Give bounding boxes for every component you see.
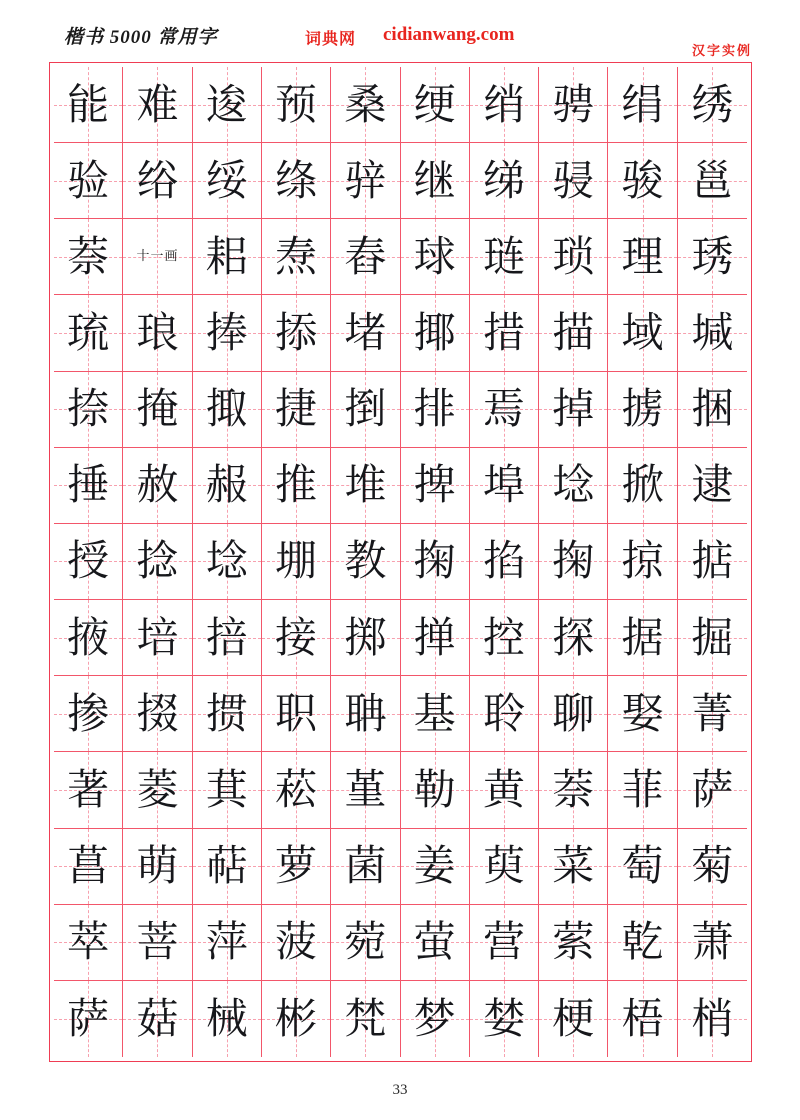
- character-glyph: 梦: [413, 993, 456, 1043]
- grid-cell: [331, 524, 400, 600]
- grid-cell: [123, 829, 192, 905]
- character-glyph: 捺: [67, 384, 110, 434]
- character-glyph: 捧: [205, 308, 248, 358]
- grid-cell: [54, 524, 123, 600]
- character-grid: [54, 67, 747, 1057]
- grid-cell: [678, 600, 747, 676]
- character-glyph: 域: [621, 308, 664, 358]
- grid-cell: [262, 448, 331, 524]
- character-glyph: 绡: [482, 79, 525, 129]
- character-glyph: 骍: [344, 155, 387, 205]
- grid-cell: [262, 372, 331, 448]
- character-glyph: 菁: [691, 688, 734, 738]
- character-glyph: 菌: [344, 841, 387, 891]
- grid-cell: [470, 752, 539, 828]
- grid-cell: [193, 524, 262, 600]
- grid-cell: [470, 981, 539, 1057]
- grid-cell: [608, 600, 677, 676]
- grid-cell: [331, 67, 400, 143]
- grid-cell: [608, 448, 677, 524]
- grid-cell: [401, 372, 470, 448]
- grid-cell: [193, 752, 262, 828]
- grid-cell: [331, 905, 400, 981]
- character-glyph: 捻: [136, 536, 179, 586]
- character-glyph: 械: [205, 993, 248, 1043]
- grid-cell: [193, 905, 262, 981]
- character-glyph: 能: [67, 79, 110, 129]
- page-header: [0, 20, 800, 59]
- character-glyph: 黄: [482, 764, 525, 814]
- grid-cell: [193, 143, 262, 219]
- site-name-label: 词典网: [305, 29, 357, 48]
- grid-cell: [123, 448, 192, 524]
- grid-cell: [331, 143, 400, 219]
- character-glyph: 难: [136, 79, 179, 129]
- character-glyph: 菜: [552, 841, 595, 891]
- character-glyph: 措: [482, 308, 525, 358]
- character-glyph: 理: [621, 231, 664, 281]
- grid-cell: [123, 981, 192, 1057]
- character-glyph: 描: [552, 308, 595, 358]
- character-glyph: 骋: [552, 79, 595, 129]
- grid-cell: [262, 219, 331, 295]
- grid-cell: [123, 524, 192, 600]
- grid-cell: [678, 676, 747, 752]
- grid-cell: [262, 905, 331, 981]
- grid-cell: [470, 372, 539, 448]
- character-glyph: 菠: [275, 917, 318, 967]
- grid-cell: [331, 295, 400, 371]
- character-glyph: 营: [482, 917, 525, 967]
- character-glyph: 掐: [482, 536, 525, 586]
- character-glyph: 掫: [205, 384, 248, 434]
- grid-cell: [539, 219, 608, 295]
- grid-cell: [193, 600, 262, 676]
- stroke-count-note: 十一画: [136, 249, 179, 265]
- character-glyph: 婪: [482, 993, 525, 1043]
- grid-cell: [470, 676, 539, 752]
- character-glyph: 桑: [344, 79, 387, 129]
- grid-cell: [331, 600, 400, 676]
- grid-cell: [539, 752, 608, 828]
- character-glyph: 娶: [621, 688, 664, 738]
- character-glyph: 掀: [621, 460, 664, 510]
- grid-cell: [470, 829, 539, 905]
- grid-cell: [54, 143, 123, 219]
- character-glyph: 捷: [275, 384, 318, 434]
- character-glyph: 乾: [621, 917, 664, 967]
- grid-cell: [262, 752, 331, 828]
- book-title: 楷书 5000 常用字: [64, 27, 218, 48]
- section-label: 汉字实例: [691, 44, 752, 59]
- character-glyph: 绥: [205, 155, 248, 205]
- character-glyph: 梧: [621, 993, 664, 1043]
- character-glyph: 萃: [67, 917, 110, 967]
- grid-cell: [678, 219, 747, 295]
- character-glyph: 梵: [344, 993, 387, 1043]
- character-glyph: 埠: [482, 460, 525, 510]
- character-glyph: 焉: [482, 384, 525, 434]
- character-glyph: 推: [275, 460, 318, 510]
- character-glyph: 赦: [136, 460, 179, 510]
- character-glyph: 掸: [413, 612, 456, 662]
- grid-cell: [539, 905, 608, 981]
- grid-cell: [331, 829, 400, 905]
- grid-cell: [678, 448, 747, 524]
- character-glyph: 琇: [691, 231, 734, 281]
- character-glyph: 萨: [691, 764, 734, 814]
- grid-cell: [123, 67, 192, 143]
- grid-cell: [401, 905, 470, 981]
- grid-cell: [54, 600, 123, 676]
- grid-cell: [193, 219, 262, 295]
- grid-cell: [54, 981, 123, 1057]
- character-glyph: 基: [413, 688, 456, 738]
- grid-cell: [608, 219, 677, 295]
- grid-cell: [401, 143, 470, 219]
- grid-cell: [54, 752, 123, 828]
- grid-cell: [401, 67, 470, 143]
- grid-cell: [193, 295, 262, 371]
- character-glyph: 菖: [67, 841, 110, 891]
- grid-cell: [539, 524, 608, 600]
- character-glyph: 堋: [275, 536, 318, 586]
- character-glyph: 菀: [344, 917, 387, 967]
- character-glyph: 接: [275, 612, 318, 662]
- grid-cell: [331, 448, 400, 524]
- grid-cell: [401, 448, 470, 524]
- character-glyph: 绨: [482, 155, 525, 205]
- grid-cell: [608, 905, 677, 981]
- character-glyph: 球: [413, 231, 456, 281]
- grid-cell: [193, 829, 262, 905]
- character-glyph: 萤: [413, 917, 456, 967]
- grid-cell: [331, 372, 400, 448]
- grid-cell: [539, 67, 608, 143]
- grid-cell: [193, 448, 262, 524]
- grid-cell: [331, 981, 400, 1057]
- grid-cell: [54, 295, 123, 371]
- character-glyph: 菱: [136, 764, 179, 814]
- character-glyph: 邕: [691, 155, 734, 205]
- character-glyph: 授: [67, 536, 110, 586]
- grid-cell: [678, 295, 747, 371]
- character-glyph: 掷: [344, 612, 387, 662]
- grid-cell: [470, 448, 539, 524]
- grid-cell: [54, 829, 123, 905]
- grid-cell: [123, 752, 192, 828]
- character-glyph: 掂: [691, 536, 734, 586]
- site-url-label: cidianwang.com: [383, 24, 515, 45]
- grid-cell: [401, 829, 470, 905]
- character-glyph: 梢: [691, 993, 734, 1043]
- grid-cell: [262, 524, 331, 600]
- character-glyph: 姜: [413, 841, 456, 891]
- character-practice-sheet: [49, 62, 752, 1062]
- character-glyph: 据: [621, 612, 664, 662]
- character-glyph: 掺: [67, 688, 110, 738]
- grid-cell: [678, 67, 747, 143]
- character-glyph: 掼: [205, 688, 248, 738]
- character-glyph: 培: [136, 612, 179, 662]
- character-glyph: 萍: [205, 917, 248, 967]
- character-glyph: 萦: [552, 917, 595, 967]
- character-glyph: 菇: [136, 993, 179, 1043]
- grid-cell: [262, 67, 331, 143]
- character-glyph: 捯: [344, 384, 387, 434]
- character-glyph: 预: [275, 79, 318, 129]
- grid-cell: [123, 676, 192, 752]
- character-glyph: 骏: [621, 155, 664, 205]
- character-glyph: 耜: [205, 231, 248, 281]
- character-glyph: 捭: [413, 460, 456, 510]
- character-glyph: 菘: [275, 764, 318, 814]
- character-glyph: 绤: [136, 155, 179, 205]
- grid-cell: [401, 676, 470, 752]
- character-glyph: 堵: [344, 308, 387, 358]
- character-glyph: 萝: [275, 841, 318, 891]
- character-glyph: 勒: [413, 764, 456, 814]
- grid-cell: [123, 372, 192, 448]
- character-glyph: 聆: [482, 688, 525, 738]
- character-glyph: 掭: [275, 308, 318, 358]
- grid-cell: [608, 752, 677, 828]
- grid-cell: [262, 143, 331, 219]
- grid-cell: [539, 143, 608, 219]
- grid-cell: [608, 524, 677, 600]
- grid-cell: [678, 752, 747, 828]
- grid-cell: [331, 752, 400, 828]
- character-glyph: 掖: [67, 612, 110, 662]
- grid-cell: [331, 219, 400, 295]
- character-glyph: 埝: [205, 536, 248, 586]
- character-glyph: 绢: [621, 79, 664, 129]
- character-glyph: 掇: [136, 688, 179, 738]
- character-glyph: 萜: [205, 841, 248, 891]
- character-glyph: 掩: [136, 384, 179, 434]
- character-glyph: 掘: [691, 612, 734, 662]
- grid-cell: [193, 676, 262, 752]
- grid-cell: [470, 905, 539, 981]
- grid-cell: [470, 524, 539, 600]
- character-glyph: 堿: [691, 308, 734, 358]
- character-glyph: 验: [67, 155, 110, 205]
- grid-cell: [123, 600, 192, 676]
- grid-cell: [54, 219, 123, 295]
- character-glyph: 琅: [136, 308, 179, 358]
- character-glyph: 职: [275, 688, 318, 738]
- grid-cell: [193, 67, 262, 143]
- character-glyph: 萸: [482, 841, 525, 891]
- grid-cell: [539, 981, 608, 1057]
- character-glyph: 萧: [691, 917, 734, 967]
- grid-cell: [470, 600, 539, 676]
- grid-cell: [608, 981, 677, 1057]
- grid-cell: [401, 752, 470, 828]
- grid-cell: [539, 676, 608, 752]
- grid-cell: [539, 600, 608, 676]
- grid-cell: [678, 524, 747, 600]
- grid-cell: [123, 143, 192, 219]
- character-glyph: 菩: [136, 917, 179, 967]
- grid-cell: [539, 829, 608, 905]
- grid-cell: [608, 372, 677, 448]
- character-glyph: 聃: [344, 688, 387, 738]
- grid-cell: [331, 676, 400, 752]
- character-glyph: 掉: [552, 384, 595, 434]
- grid-cell: [608, 67, 677, 143]
- grid-cell: [401, 600, 470, 676]
- grid-cell: [678, 143, 747, 219]
- character-glyph: 继: [413, 155, 456, 205]
- grid-cell: [401, 981, 470, 1057]
- character-glyph: 焘: [275, 231, 318, 281]
- character-glyph: 掬: [552, 536, 595, 586]
- grid-cell: [470, 295, 539, 371]
- grid-cell: [262, 981, 331, 1057]
- character-glyph: 捆: [691, 384, 734, 434]
- grid-cell: [678, 372, 747, 448]
- grid-cell: [470, 67, 539, 143]
- character-glyph: 舂: [344, 231, 387, 281]
- character-glyph: 控: [482, 612, 525, 662]
- character-glyph: 菊: [691, 841, 734, 891]
- grid-cell: [678, 981, 747, 1057]
- grid-cell: [608, 676, 677, 752]
- character-glyph: 逡: [205, 79, 248, 129]
- character-glyph: 骎: [552, 155, 595, 205]
- character-glyph: 著: [67, 764, 110, 814]
- character-glyph: 埝: [552, 460, 595, 510]
- character-glyph: 探: [552, 612, 595, 662]
- character-glyph: 梗: [552, 993, 595, 1043]
- character-glyph: 堇: [344, 764, 387, 814]
- character-glyph: 琉: [67, 308, 110, 358]
- character-glyph: 赧: [205, 460, 248, 510]
- character-glyph: 萘: [67, 231, 110, 281]
- grid-cell: [608, 295, 677, 371]
- character-glyph: 琏: [482, 231, 525, 281]
- character-glyph: 萘: [552, 764, 595, 814]
- grid-cell: [539, 295, 608, 371]
- page-number: 33: [392, 1082, 408, 1098]
- character-glyph: 聊: [552, 688, 595, 738]
- character-glyph: 掳: [621, 384, 664, 434]
- character-glyph: 绣: [691, 79, 734, 129]
- character-glyph: 掠: [621, 536, 664, 586]
- grid-cell: [54, 448, 123, 524]
- character-glyph: 萌: [136, 841, 179, 891]
- grid-cell: [608, 829, 677, 905]
- character-glyph: 逮: [691, 460, 734, 510]
- grid-cell: [401, 219, 470, 295]
- grid-cell: [193, 981, 262, 1057]
- character-glyph: 教: [344, 536, 387, 586]
- character-glyph: 堆: [344, 460, 387, 510]
- grid-cell: [262, 829, 331, 905]
- character-glyph: 绠: [413, 79, 456, 129]
- character-glyph: 捶: [67, 460, 110, 510]
- grid-cell: [54, 905, 123, 981]
- grid-cell: [123, 219, 192, 295]
- character-glyph: 萁: [205, 764, 248, 814]
- grid-cell: [123, 295, 192, 371]
- grid-cell: [54, 676, 123, 752]
- grid-cell: [401, 295, 470, 371]
- character-glyph: 菲: [621, 764, 664, 814]
- grid-cell: [54, 67, 123, 143]
- grid-cell: [470, 219, 539, 295]
- grid-cell: [539, 372, 608, 448]
- grid-cell: [54, 372, 123, 448]
- character-glyph: 掊: [205, 612, 248, 662]
- character-glyph: 绦: [275, 155, 318, 205]
- grid-cell: [539, 448, 608, 524]
- character-glyph: 排: [413, 384, 456, 434]
- character-glyph: 掬: [413, 536, 456, 586]
- grid-cell: [262, 295, 331, 371]
- character-glyph: 萄: [621, 841, 664, 891]
- grid-cell: [262, 676, 331, 752]
- grid-cell: [193, 372, 262, 448]
- character-glyph: 萨: [67, 993, 110, 1043]
- character-glyph: 揶: [413, 308, 456, 358]
- grid-cell: [470, 143, 539, 219]
- grid-cell: [123, 905, 192, 981]
- character-glyph: 琐: [552, 231, 595, 281]
- character-glyph: 彬: [275, 993, 318, 1043]
- grid-cell: [401, 524, 470, 600]
- grid-cell: [678, 829, 747, 905]
- grid-cell: [678, 905, 747, 981]
- grid-cell: [608, 143, 677, 219]
- grid-cell: [262, 600, 331, 676]
